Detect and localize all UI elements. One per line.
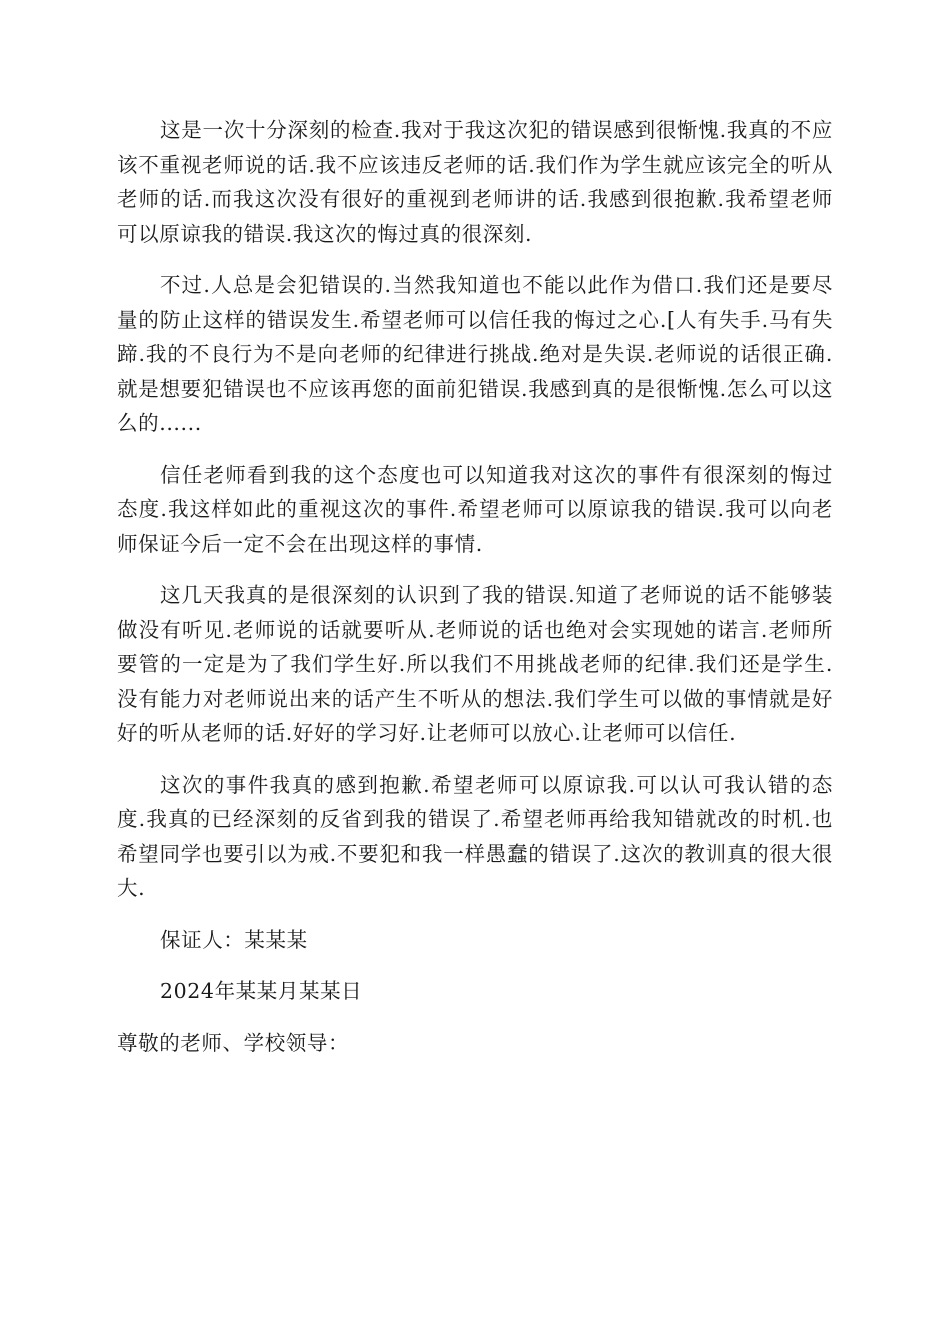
paragraph-1: 这是一次十分深刻的检查.我对于我这次犯的错误感到很惭愧.我真的不应该不重视老师说的话.我不应该违反老师的话.我们作为学生就应该完全的听从老师的话.而我这次没有很好的重视到老师讲的话.我感到很抱歉.我希望老师可以原谅我的错误.我这次的悔过真的很深刻.	[117, 118, 833, 246]
paragraph-3: 信任老师看到我的这个态度也可以知道我对这次的事件有很深刻的悔过态度.我这样如此的重视这次的事件.希望老师可以原谅我的错误.我可以向老师保证今后一定不会在出现这样的事情.	[117, 462, 833, 556]
guarantor-line: 保证人：某某某	[160, 927, 308, 952]
document-body	[117, 113, 833, 1077]
paragraph-5: 这次的事件我真的感到抱歉.希望老师可以原谅我.可以认可我认错的态度.我真的已经深刻的反省到我的错误了.希望老师再给我知错就改的时机.也希望同学也要引以为戒.不要犯和我一样愚蠢的错误了.这次的教训真的很大很大.	[117, 772, 833, 900]
paragraph-4: 这几天我真的是很深刻的认识到了我的错误.知道了老师说的话不能够装做没有听见.老师说的话就要听从.老师说的话也绝对会实现她的诺言.老师所要管的一定是为了我们学生好.所以我们不用挑战老师的纪律.我们还是学生.没有能力对老师说出来的话产生不听从的想法.我们学生可以做的事情就是好好的听从老师的话.好好的学习好.让老师可以放心.让老师可以信任.	[117, 583, 833, 745]
paragraph-2: 不过.人总是会犯错误的.当然我知道也不能以此作为借口.我们还是要尽量的防止这样的错误发生.希望老师可以信任我的悔过之心.[人有失手.马有失蹄.我的不良行为不是向老师的纪律进行挑战.绝对是失误.老师说的话很正确.就是想要犯错误也不应该再您的面前犯错误.我感到真的是很惭愧.怎么可以这么的......	[117, 273, 833, 435]
date-line: 2024年某某月某某日	[160, 979, 363, 1003]
salutation: 尊敬的老师、学校领导：	[117, 1030, 350, 1055]
